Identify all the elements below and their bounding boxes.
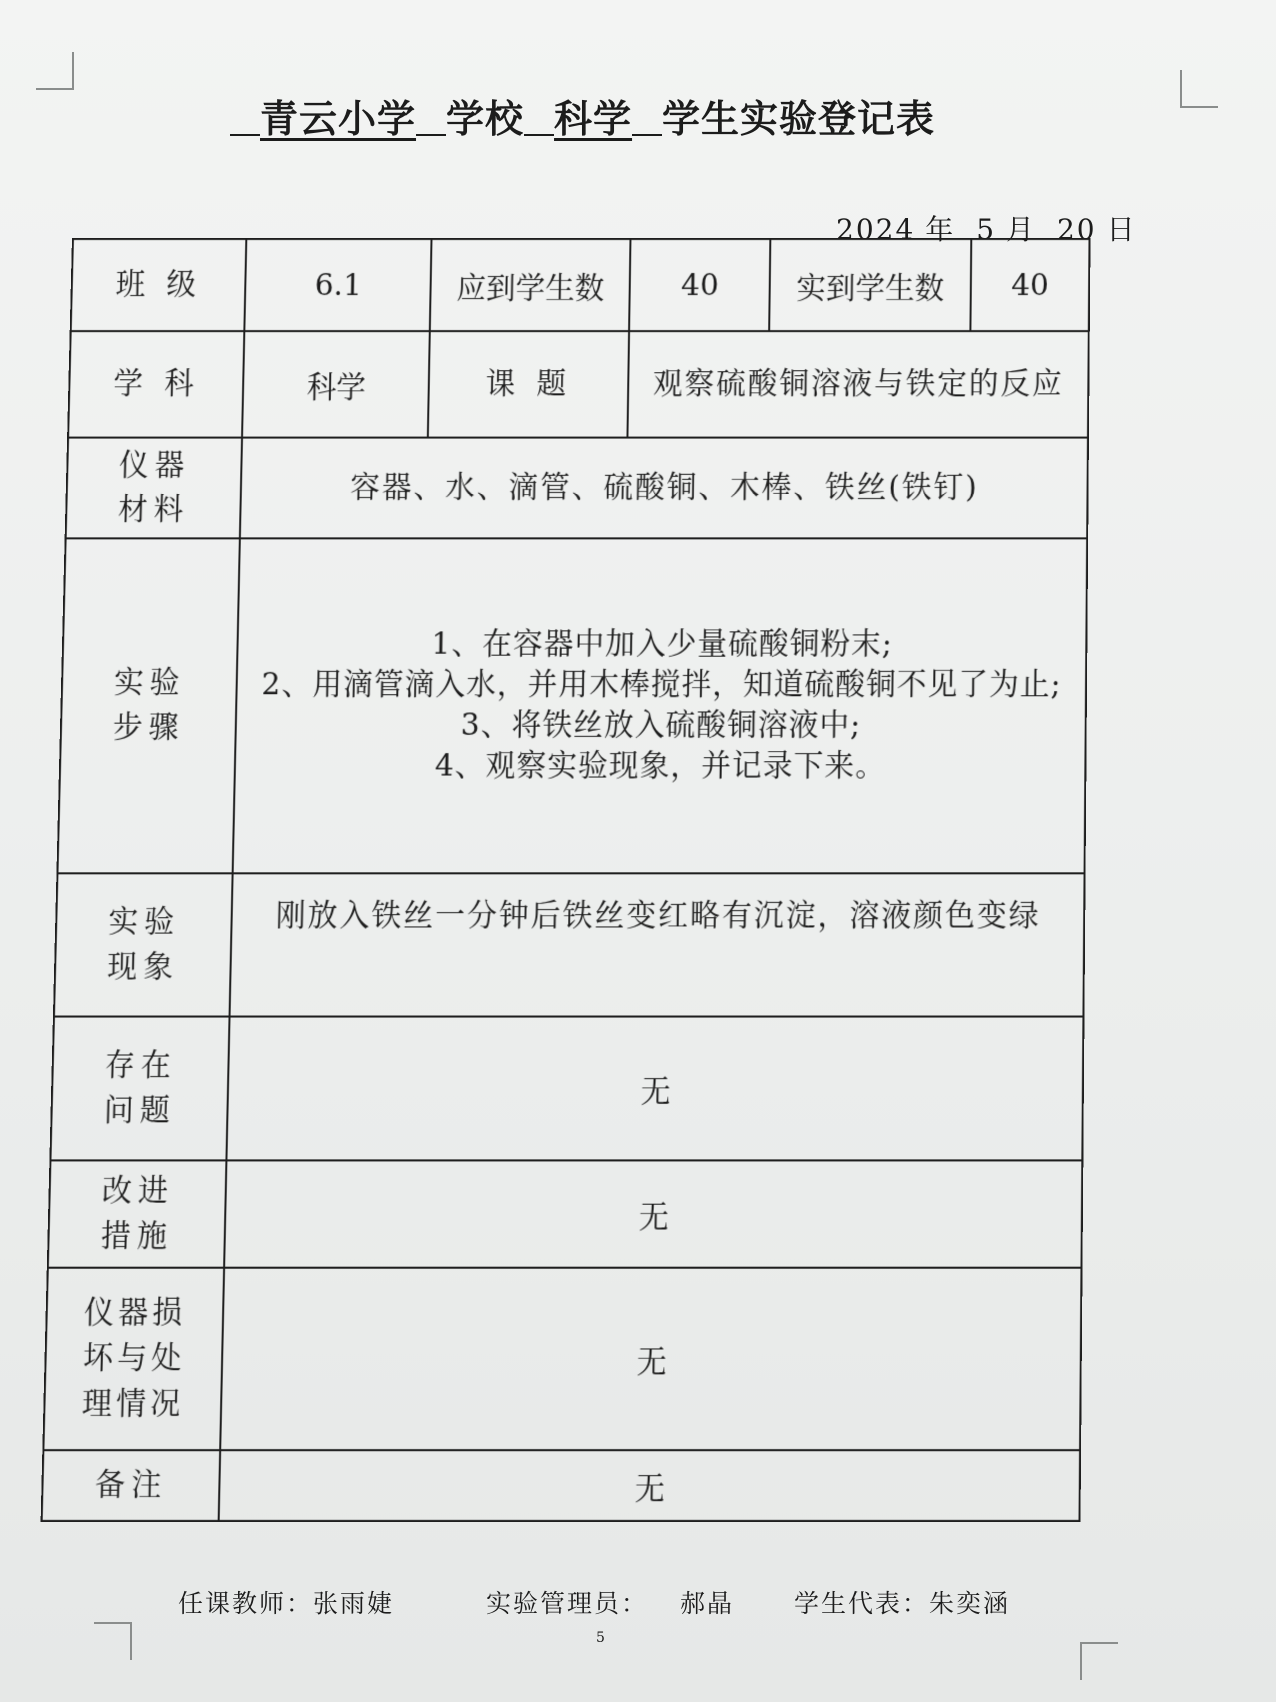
remark-value: 无 xyxy=(219,1450,1080,1521)
label-line: 现象 xyxy=(106,948,180,985)
table-row xyxy=(68,331,1089,437)
label-line: 仪器 xyxy=(118,447,191,483)
materials-label xyxy=(66,438,243,539)
actual-label: 实到学生数 xyxy=(769,239,971,331)
label-line: 改进 xyxy=(101,1172,175,1209)
subject-value: 科学 xyxy=(242,331,430,437)
problems-value: 无 xyxy=(227,1017,1084,1161)
label-line: 存在 xyxy=(104,1047,178,1084)
step-item: 4、观察实验现象，并记录下来。 xyxy=(434,748,887,784)
table-row xyxy=(48,1160,1082,1267)
damage-label xyxy=(43,1268,224,1450)
table-row xyxy=(66,438,1088,539)
table-row xyxy=(42,1450,1080,1521)
label-line: 问题 xyxy=(103,1092,177,1129)
materials-value: 容器、水、滴管、硫酸铜、木棒、铁丝(铁钉) xyxy=(240,438,1088,539)
blank-line xyxy=(524,104,554,136)
school-name: 青云小学 xyxy=(260,97,417,141)
step-item: 1、在容器中加入少量硫酸铜粉末; xyxy=(431,626,893,662)
table-row xyxy=(71,239,1090,331)
phenomenon-value: 刚放入铁丝一分钟后铁丝变红略有沉淀，溶液颜色变绿 xyxy=(230,873,1085,1016)
subject-name: 科学 xyxy=(554,97,633,141)
blank-line xyxy=(416,104,446,136)
date-month: 5 xyxy=(976,213,997,246)
expected-label: 应到学生数 xyxy=(430,239,631,331)
student-rep-signature: 学生代表：朱奕涵 xyxy=(794,1589,1011,1618)
crop-mark-bottom-right xyxy=(1080,1642,1118,1680)
blank-line xyxy=(632,104,662,136)
label-line: 实验 xyxy=(107,903,181,940)
registration-table xyxy=(41,238,1091,1522)
blank-line xyxy=(230,104,260,136)
date-day-unit: 日 xyxy=(1106,213,1137,246)
phenomenon-label xyxy=(54,873,233,1016)
crop-mark-bottom-left xyxy=(94,1622,132,1660)
expected-value: 40 xyxy=(629,239,770,331)
label-line: 仪器损 xyxy=(83,1294,187,1331)
table-row xyxy=(54,873,1085,1016)
steps-label xyxy=(57,538,240,873)
date-year-unit: 年 xyxy=(925,213,956,246)
subject-label: 学 科 xyxy=(68,331,245,437)
manager-name: 郝晶 xyxy=(680,1589,735,1618)
title-suffix: 学生实验登记表 xyxy=(662,97,936,141)
damage-value: 无 xyxy=(221,1268,1082,1450)
label-line: 坏与处 xyxy=(82,1340,186,1377)
label-line: 理情况 xyxy=(81,1385,185,1423)
step-item: 3、将铁丝放入硫酸铜溶液中; xyxy=(460,707,862,743)
teacher-signature: 任课教师：张雨婕 xyxy=(178,1589,395,1618)
label-line: 措施 xyxy=(100,1218,174,1255)
date-day: 20 xyxy=(1056,213,1097,246)
step-item: 2、用滴管滴入水，并用木棒搅拌，知道硫酸铜不见了为止; xyxy=(261,666,1062,703)
steps-value xyxy=(233,538,1087,873)
page-number: 5 xyxy=(596,1630,605,1646)
topic-value: 观察硫酸铜溶液与铁定的反应 xyxy=(628,331,1089,437)
label-line: 材料 xyxy=(117,491,190,528)
label-line: 步骤 xyxy=(112,709,185,745)
improve-value: 无 xyxy=(225,1160,1083,1267)
table-row xyxy=(50,1017,1083,1161)
class-label: 班 级 xyxy=(71,239,247,331)
school-suffix: 学校 xyxy=(446,97,525,141)
improve-label xyxy=(48,1160,227,1267)
table-row xyxy=(43,1268,1081,1450)
table-row xyxy=(57,538,1087,873)
actual-value: 40 xyxy=(970,239,1089,331)
remark-label: 备注 xyxy=(42,1450,221,1521)
class-value: 6.1 xyxy=(245,239,432,331)
topic-label: 课 题 xyxy=(428,331,629,437)
label-line: 实验 xyxy=(113,664,186,701)
problems-label xyxy=(50,1017,230,1161)
page-title xyxy=(230,88,1030,143)
manager-label: 实验管理员： xyxy=(486,1589,649,1618)
date-month-unit: 月 xyxy=(1006,213,1037,246)
crop-mark-top-right xyxy=(1180,70,1218,108)
crop-mark-top-left xyxy=(36,52,74,90)
date-year: 2024 xyxy=(836,213,916,246)
